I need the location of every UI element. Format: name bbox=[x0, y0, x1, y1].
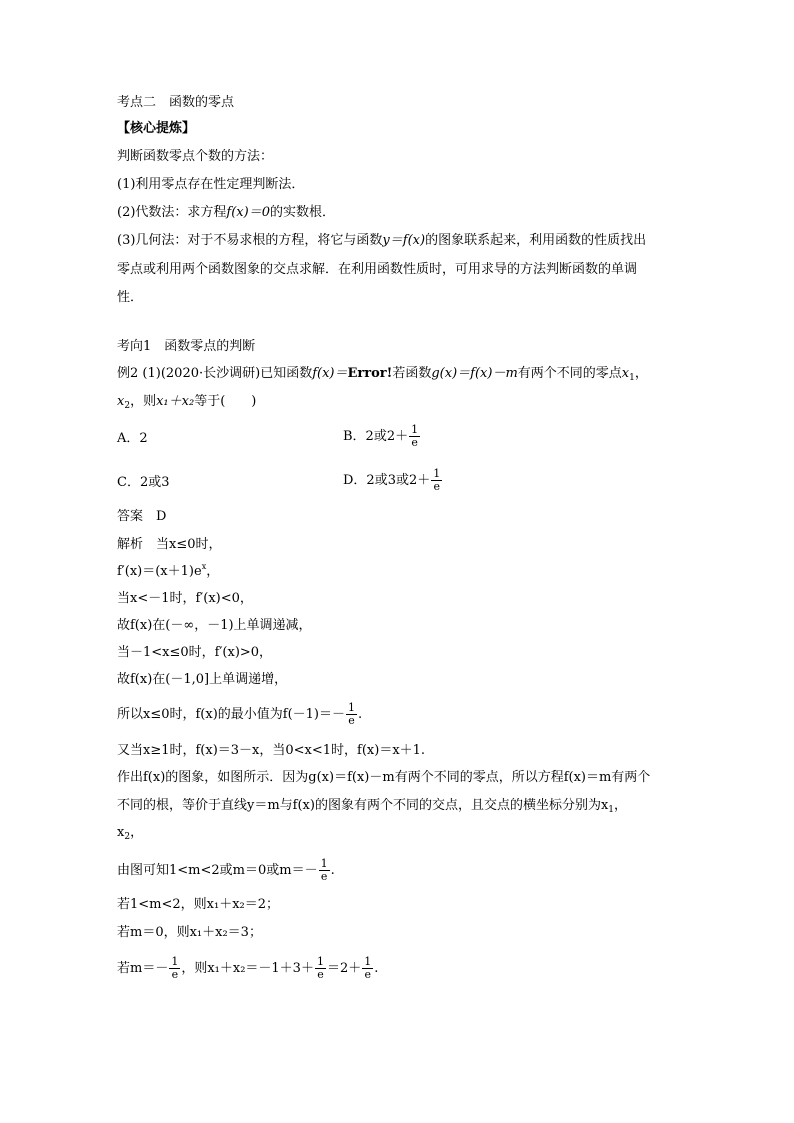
solution-l2-tail: ， bbox=[206, 564, 220, 579]
section-title: 考点二 函数的零点 bbox=[117, 95, 235, 110]
frac-den: e bbox=[320, 870, 328, 883]
solution-line-1: 解析 当x≤0时， bbox=[117, 537, 222, 552]
solution-line-5: 当－1<x≤0时，f′(x)>0， bbox=[117, 645, 273, 660]
solution-l15-pre: 若m＝－ bbox=[117, 961, 169, 976]
option-d-text: D．2或3或2＋ bbox=[343, 473, 431, 488]
example-fx: f(x)＝ bbox=[312, 366, 348, 381]
example-line-1 bbox=[117, 365, 648, 383]
method-3-pre: (3)几何法：对于不易求根的方程，将它与函数 bbox=[117, 233, 383, 248]
method-2-pre: (2)代数法：求方程 bbox=[117, 205, 227, 220]
frac-num: 1 bbox=[316, 955, 324, 968]
solution-l15-post: . bbox=[374, 961, 379, 976]
example-label: 例2 bbox=[117, 366, 139, 381]
frac-den: e bbox=[364, 968, 371, 981]
method-3-line-2: 零点或利用两个函数图象的交点求解．在利用函数性质时，可用求导的方法判断函数的单调 bbox=[117, 262, 638, 277]
method-3-post: 的图象联系起来，利用函数的性质找出 bbox=[425, 233, 647, 248]
methods-intro: 判断函数零点个数的方法： bbox=[117, 149, 274, 164]
frac-den: e bbox=[433, 480, 440, 493]
solution-l12-pre: 由图可知1<m<2或m＝0或m＝－ bbox=[117, 863, 318, 878]
solution-line-14: 若m＝0，则x₁＋x₂＝3； bbox=[117, 925, 262, 940]
solution-l10-sub: 1 bbox=[608, 805, 615, 815]
example-line2-tail: ，则 bbox=[130, 394, 157, 409]
solution-line-2 bbox=[117, 563, 219, 581]
method-1: (1)利用零点存在性定理判断法． bbox=[117, 177, 305, 192]
example-comma: ， bbox=[634, 366, 648, 381]
frac-den: e bbox=[348, 714, 355, 727]
solution-line-11 bbox=[117, 824, 143, 842]
solution-l15-mid2: ＝2＋ bbox=[326, 961, 362, 976]
solution-l7-pre: 所以x≤0时，f(x)的最小值为f(－1)＝－ bbox=[117, 707, 346, 722]
solution-l11-sub: 2 bbox=[124, 832, 131, 842]
solution-line-7 bbox=[117, 702, 362, 727]
solution-line-4: 故f(x)在(－∞，－1)上单调递减， bbox=[117, 618, 312, 633]
solution-l11: x bbox=[117, 825, 125, 840]
option-d-fraction bbox=[431, 468, 442, 493]
option-c: C．2或3 bbox=[117, 475, 170, 490]
solution-l12-fraction bbox=[319, 858, 330, 883]
frac-den: e bbox=[411, 436, 418, 449]
example-part: (1)(2020·长沙调研)已知函数 bbox=[142, 366, 313, 381]
solution-line-8: 又当x≥1时，f(x)＝3－x，当0<x<1时，f(x)＝x＋1. bbox=[117, 743, 426, 758]
frac-den: e bbox=[317, 968, 324, 981]
option-b bbox=[343, 424, 421, 449]
solution-l2-sup: x bbox=[201, 562, 207, 571]
solution-l10-tail: ， bbox=[614, 798, 628, 813]
example-rest: 若函数 bbox=[392, 366, 432, 381]
example-x2-sub: 2 bbox=[124, 401, 131, 411]
option-d bbox=[343, 468, 443, 493]
solution-line-13: 若1<m<2，则x₁＋x₂＝2； bbox=[117, 897, 280, 912]
method-3-line-3: 性． bbox=[117, 290, 144, 305]
method-3-expr: y＝f(x) bbox=[382, 233, 426, 248]
solution-l12-post: . bbox=[330, 863, 335, 878]
solution-line-3: 当x<－1时，f′(x)<0， bbox=[117, 591, 253, 606]
method-2 bbox=[117, 204, 335, 222]
solution-l10: 不同的根，等价于直线y＝m与f(x)的图象有两个不同的交点，且交点的横坐标分别为x bbox=[117, 798, 609, 813]
option-b-text: B．2或2＋ bbox=[343, 429, 409, 444]
solution-l11-tail: ， bbox=[130, 825, 144, 840]
solution-l15-fraction-2 bbox=[315, 956, 326, 981]
example-sum: x₁＋x₂ bbox=[156, 394, 195, 409]
example-equals: 等于( ) bbox=[194, 394, 257, 409]
solution-line-9: 作出f(x)的图象，如图所示．因为g(x)＝f(x)－m有两个不同的零点，所以方程f(x)＝m有两个 bbox=[117, 770, 651, 785]
frac-den: e bbox=[171, 968, 179, 981]
option-b-fraction bbox=[409, 424, 420, 449]
answer: 答案 D bbox=[117, 509, 167, 524]
solution-l7-post: . bbox=[358, 707, 363, 722]
frac-num: 1 bbox=[320, 857, 328, 870]
example-rest2: 有两个不同的零点 bbox=[517, 366, 622, 381]
core-heading: 【核心提炼】 bbox=[117, 121, 196, 136]
solution-l15-fraction-3 bbox=[362, 956, 373, 981]
solution-l15-fraction-1 bbox=[169, 956, 180, 981]
solution-l7-fraction bbox=[346, 702, 357, 727]
option-a: A．2 bbox=[117, 431, 148, 446]
example-line-2 bbox=[117, 393, 256, 411]
frac-num: 1 bbox=[364, 955, 372, 968]
frac-num: 1 bbox=[348, 701, 356, 714]
method-2-post: 的实数根． bbox=[269, 205, 335, 220]
solution-l15-mid: ，则x₁＋x₂＝－1＋3＋ bbox=[181, 961, 314, 976]
method-2-expr: f(x)＝0 bbox=[226, 205, 270, 220]
method-3 bbox=[117, 232, 646, 250]
example-x2: x bbox=[117, 394, 125, 409]
frac-num: 1 bbox=[433, 467, 441, 480]
solution-line-15 bbox=[117, 956, 378, 981]
solution-l2: f′(x)＝(x＋1)e bbox=[117, 564, 202, 579]
example-x1-sub: 1 bbox=[629, 373, 635, 383]
example-error: Error! bbox=[347, 366, 393, 381]
example-x1: x bbox=[621, 366, 630, 381]
frac-num: 1 bbox=[411, 423, 419, 436]
frac-num: 1 bbox=[171, 955, 179, 968]
solution-line-10 bbox=[117, 797, 627, 815]
direction-title: 考向1 函数零点的判断 bbox=[117, 339, 256, 354]
solution-line-6: 故f(x)在(－1,0]上单调递增， bbox=[117, 672, 288, 687]
solution-line-12 bbox=[117, 858, 335, 883]
example-gx: g(x)＝f(x)－m bbox=[431, 366, 518, 381]
